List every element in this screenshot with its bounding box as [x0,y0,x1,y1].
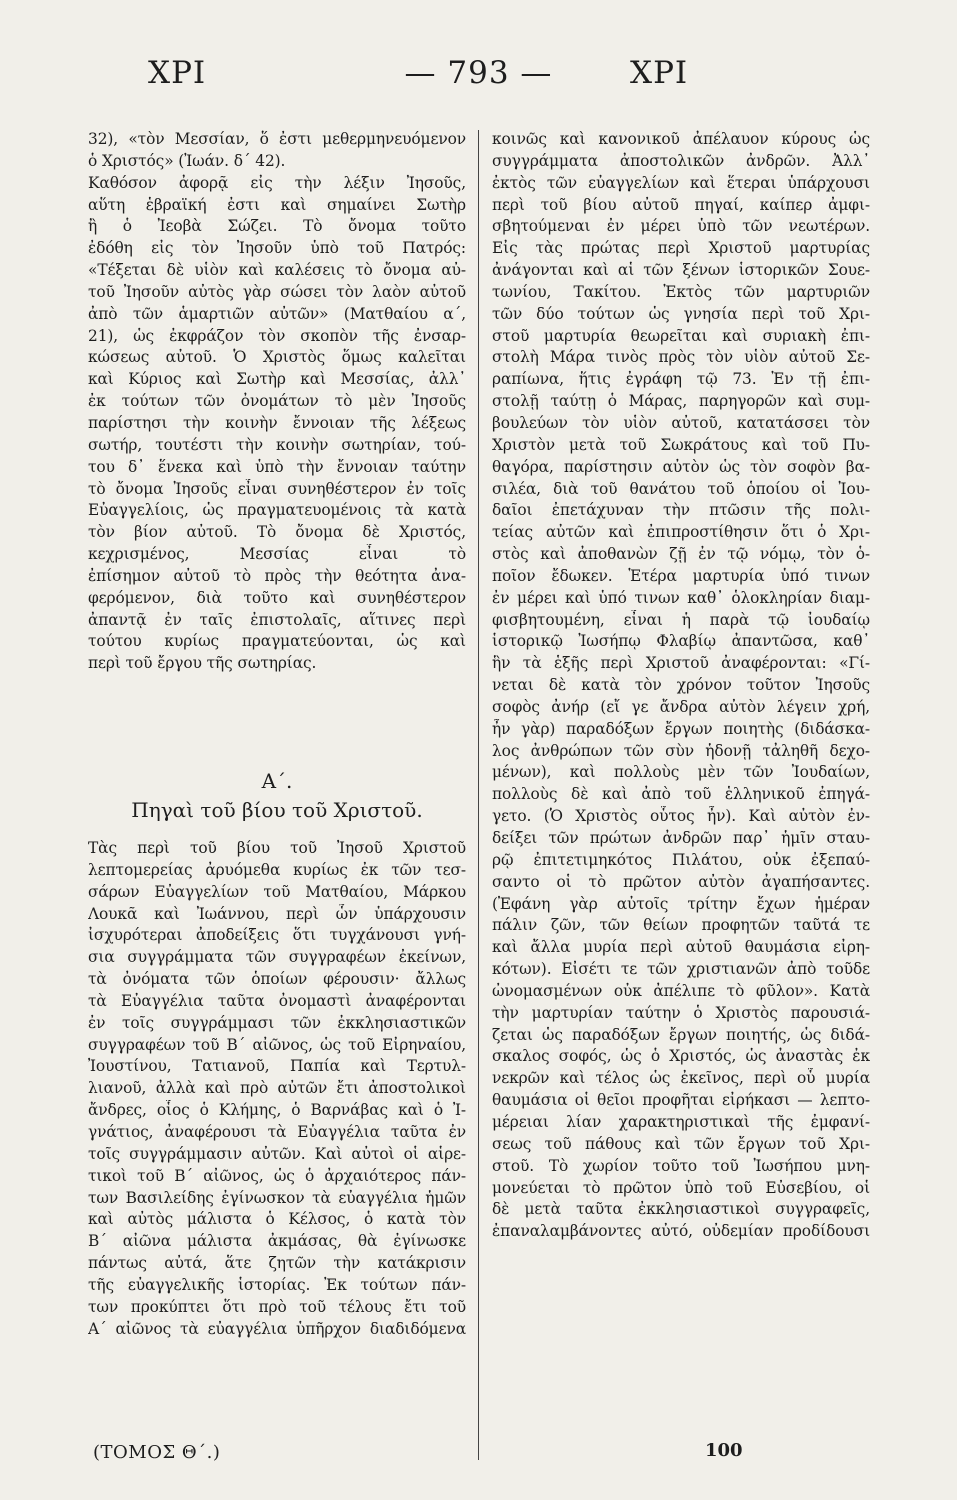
text-line: φισβητουμένη, εἶναι ἡ παρὰ τῷ ἰουδαίῳ [492,610,870,629]
text-line: κοινῶς καὶ κανονικοῦ ἀπέλαυον κύρους ὡς [492,130,870,148]
text-line: στοῦ. Τὸ χωρίον τοῦτο τοῦ Ἰωσήπου μνη- [492,1156,870,1175]
text-line: ἐκ τούτων τῶν ὀνομάτων τὸ μὲν Ἰησοῦς [88,392,466,411]
text-line: Τὰς περὶ τοῦ βίου τοῦ Ἰησοῦ Χριστοῦ [88,839,466,857]
text-line: ἐν μέρει καὶ ὑπό τινων καθ᾽ ὁλοκληρίαν διαμ- [492,588,870,607]
text-line: πολλοὺς δὲ καὶ ἀπὸ τοῦ ἑλληνικοῦ ἐπηγά- [492,785,870,804]
text-line: μονεύεται τὸ πρῶτον ὑπὸ τοῦ Εὐσεβίου, οἱ [492,1178,870,1197]
text-line: ἄνδρες, οἷος ὁ Κλήμης, ὁ Βαρνάβας καὶ ὁ Ἰ- [88,1101,466,1120]
text-line: των προκύπτει ὅτι πρὸ τοῦ τέλους ἔτι τοῦ [88,1297,466,1316]
text-line: ἐκτὸς τῶν εὐαγγελίων καὶ ἕτεραι ὑπάρχουσι [492,173,870,192]
text-line: ἀνάγονται καὶ αἱ τῶν ξένων ἱστορικῶν Σουε- [492,261,870,280]
text-line: τὰ ὀνόματα τῶν ὁποίων φέρουσιν· ἄλλως [88,970,466,989]
text-line: λεπτομερείας ἀρυόμεθα κυρίως ἐκ τῶν τεσ- [88,860,466,879]
right-column [492,129,870,1243]
text-line: παρίστησι τὴν κοινὴν ἔννοιαν τῆς λέξεως [88,413,466,432]
text-line: τῶν δύο τούτων ὡς γνησία περὶ τοῦ Χρι- [492,304,870,323]
text-line: καὶ αὐτὸς μάλιστα ὁ Κέλσος, ὁ κατὰ τὸν [88,1210,466,1229]
text-line: τωνίου, Τακίτου. Ἐκτὸς τῶν μαρτυριῶν [492,282,870,301]
text-line: «Τέξεται δὲ υἱὸν καὶ καλέσεις τὸ ὄνομα αὐ- [88,261,466,280]
text-line: τούτου κυρίως πραγματεύονται, ὡς καὶ [88,632,466,651]
text-line: των Βασιλείδης ἐγίνωσκον τὰ εὐαγγέλια ἡμῶν [88,1188,466,1207]
text-line: Χριστὸν μετὰ τοῦ Σωκράτους καὶ τοῦ Πυ- [492,435,870,454]
text-line: συγγραφέων τοῦ Β΄ αἰῶνος, ὡς τοῦ Εἰρηναίου, [88,1035,466,1054]
text-line: Β΄ αἰῶνα μάλιστα ἀκμάσας, θὰ ἐγίνωσκε [88,1232,466,1251]
column-divider [478,130,479,1460]
text-line: μέρειαι λίαν χαρακτηριστικαὶ τῆς ἐμφανί- [492,1112,870,1131]
text-line: περὶ τοῦ ἔργου τῆς σωτηρίας. [88,654,317,673]
text-line: θαγόρα, παρίστησιν αὐτὸν ὡς τὸν σοφὸν βα- [492,457,870,476]
text-line: Εἰς τὰς πρώτας περὶ Χριστοῦ μαρτυρίας [492,239,870,258]
text-line: σβητούμεναι ἐν μέρει ὑπὸ τῶν νεωτέρων. [492,217,870,236]
text-line: νεκρῶν καὶ τέλος ὡς ἐκεῖνος, περὶ οὗ μυρία [492,1069,870,1088]
text-line: γνάτιος, ἀναφέρουσι τὰ Εὐαγγέλια ταῦτα ἐν [88,1122,466,1141]
signature-mark: 100 [705,1440,743,1461]
text-line: ἣν τὰ ἑξῆς περὶ Χριστοῦ ἀναφέρονται: «Γί- [492,654,870,673]
text-line: πάλιν ζῶν, τῶν θείων προφητῶν ταῦτά τε [492,916,870,935]
text-line: συγγράμματα ἀποστολικῶν ἀνδρῶν. Ἀλλ᾽ [492,151,870,170]
text-line: ἀπαντᾷ ἐν ταῖς ἐπιστολαῖς, αἵτινες περὶ [88,610,466,629]
text-line: ζεται ὡς παραδόξων ἔργων ποιητής, ὡς διδά- [492,1025,870,1044]
left-column-bottom [88,838,466,1340]
text-line: σοφὸς ἀνήρ (εἴ γε ἄνδρα αὐτὸν λέγειν χρή, [492,697,870,716]
running-head-left: ΧΡΙ [148,55,207,91]
text-line: ἐδόθη εἰς τὸν Ἰησοῦν ὑπὸ τοῦ Πατρός: [88,239,466,258]
text-line: τικοὶ τοῦ Β΄ αἰῶνος, ὡς ὁ ἀρχαιότερος πάν- [88,1166,466,1185]
text-line: νεται δὲ κατὰ τὸν χρόνον τοῦτον Ἰησοῦς [492,676,870,695]
text-line: τῆς εὐαγγελικῆς ἱστορίας. Ἐκ τούτων πάν- [88,1275,466,1294]
text-line: δείξει τῶν πρώτων ἀνδρῶν παρ᾽ ἡμῖν σταυ- [492,829,870,847]
section-number: Α΄. [261,769,293,793]
text-line: ἱστορικῷ Ἰωσήπῳ Φλαβίῳ ἀπαντῶσα, καθ᾽ [492,632,870,651]
text-line: σωτήρ, τουτέστι τὴν κοινὴν σωτηρίαν, τού- [88,435,466,454]
volume-mark: (ΤΟΜΟΣ Θ΄.) [93,1442,221,1463]
text-line: στολῇ ταύτῃ ὁ Μάρας, παρηγορῶν καὶ συμ- [492,392,870,411]
text-line: τὸ ὄνομα Ἰησοῦς εἶναι συνηθέστερον ἐν τοῖς [88,479,466,498]
text-line: περὶ τοῦ βίου αὐτοῦ πηγαί, καίπερ ἀμφι- [492,195,870,214]
text-line: καὶ ἄλλα μυρία περὶ αὐτοῦ θαυμάσια εἰρη- [492,938,870,957]
text-line: καὶ Κύριος καὶ Σωτὴρ καὶ Μεσσίας, ἀλλ᾽ [88,370,466,389]
text-line: (Ἐφάνη γὰρ αὐτοῖς τρίτην ἔχων ἡμέραν [492,894,870,913]
text-line: κεχρισμένος, Μεσσίας εἶναι τὸ [88,545,466,564]
text-line: ὠνομασμένων οὐκ ἀπέλιπε τὸ φῦλον». Κατὰ [492,981,870,1000]
text-line: ἦν γὰρ) παραδόξων ἔργων ποιητὴς (διδάσκα- [492,719,870,738]
text-line: δαῖοι ἐπετάχυναν τὴν πτῶσιν τῆς πολι- [492,501,870,520]
text-line: ρῷ ἐπιτετιμηκότος Πιλάτου, οὐκ ἐξεπαύ- [492,850,870,869]
text-line: τοῦ Ἰησοῦν αὐτὸς γὰρ σώσει τὸν λαὸν αὐτοῦ [88,282,466,301]
text-line: ἀπὸ τῶν ἁμαρτιῶν αὐτῶν» (Ματθαίου α΄, [88,304,466,323]
text-line: ὁ Χριστός» (Ἰωάν. δ΄ 42). [88,151,286,170]
text-line: Ἰουστίνου, Τατιανοῦ, Παπία καὶ Τερτυλ- [88,1057,466,1076]
text-line: Α΄ αἰῶνος τὰ εὐαγγέλια ὑπῆρχον διαδιδόμενα [88,1319,466,1338]
running-head-right: ΧΡΙ [630,55,689,91]
text-line: στὸς καὶ ἀποθανὼν ζῇ ἐν τῷ νόμῳ, τὸν ὁ- [492,545,870,564]
text-line: πάντως αὐτά, ἅτε ζητῶν τὴν κατάκρισιν [88,1254,466,1273]
text-line: τὰ Εὐαγγέλια ταῦτα ὀνομαστὶ ἀναφέρονται [88,991,466,1010]
text-line: τείας αὐτῶν καὶ ἐπιπροστίθησιν ὅτι ὁ Χρι- [492,523,870,542]
text-line: ραπίωνα, ἥτις ἐγράφη τῷ 73. Ἐν τῇ ἐπι- [492,370,870,389]
text-line: γετο. (Ὁ Χριστὸς οὗτος ἦν). Καὶ αὐτὸν ἐν- [492,807,870,826]
text-line: ἐπαναλαμβάνοντες αὐτό, οὐδεμίαν προδίδουσι [492,1222,870,1241]
text-line: τὸν βίον αὐτοῦ. Τὸ ὄνομα δὲ Χριστός, [88,523,466,542]
text-line: αὕτη ἑβραϊκή ἐστι καὶ σημαίνει Σωτὴρ [88,195,466,214]
text-line: τοῖς συγγράμμασιν αὐτῶν. Καὶ αὐτοὶ οἱ αἱρε- [88,1144,466,1163]
text-line: σάρων Εὐαγγελίων τοῦ Ματθαίου, Μάρκου [88,882,466,901]
text-line: στοῦ μαρτυρία θεωρεῖται καὶ συριακὴ ἐπι- [492,326,870,345]
text-line: ἐπίσημον αὐτοῦ τὸ πρὸς τὴν θεότητα ἀνα- [88,566,466,585]
section-title: Πηγαὶ τοῦ βίου τοῦ Χριστοῦ. [131,798,423,822]
text-line: του δ᾽ ἕνεκα καὶ ὑπὸ τὴν ἔννοιαν ταύτην [88,457,466,476]
page-number: — 793 — [404,55,553,91]
text-line: 21), ὡς ἐκφράζον τὸν σκοπὸν τῆς ἐνσαρ- [88,326,466,345]
text-line: 32), «τὸν Μεσσίαν, ὅ ἐστι μεθερμηνευόμενον [88,130,466,148]
text-line: Εὐαγγελίοις, ὡς πραγματευομένοις τὰ κατὰ [88,501,466,520]
text-line: ποῖον ἔδωκεν. Ἑτέρα μαρτυρία ὑπό τινων [492,566,870,585]
text-line: φερόμενον, διὰ τοῦτο καὶ συνηθέστερον [88,588,466,607]
text-line: μένων), καὶ πολλοὺς μὲν τῶν Ἰουδαίων, [492,763,870,782]
text-line: σια συγγράμματα τῶν συγγραφέων ἐκείνων, [88,948,466,967]
text-line: λος ἀνθρώπων τῶν σὺν ἡδονῇ τἀληθῆ δεχο- [492,741,870,760]
text-line: σιλέα, διὰ τοῦ θανάτου τοῦ ὁποίου οἱ Ἰου- [492,479,870,498]
text-line: δὲ μετὰ ταῦτα ἐκκλησιαστικοὶ συγγραφεῖς, [492,1200,870,1219]
text-line: κότων). Εἰσέτι τε τῶν χριστιανῶν ἀπὸ τοῦδε [492,960,870,979]
text-line: ἰσχυρότεραι ἀποδείξεις ὅτι τυγχάνουσι γνή- [88,926,466,945]
text-line: Λουκᾶ καὶ Ἰωάννου, περὶ ὧν ὑπάρχουσιν [88,904,466,923]
text-line: σκαλος σοφός, ὡς ὁ Χριστός, ὡς ἀναστὰς ἐκ [492,1047,870,1066]
text-line: σαντο οἱ τὸ πρῶτον αὐτὸν ἀγαπήσαντες. [492,872,870,891]
text-line: ἢ ὁ Ἰεοβὰ Σώζει. Τὸ ὄνομα τοῦτο [88,217,466,236]
text-line: τὴν μαρτυρίαν ταύτην ὁ Χριστὸς παρουσιά- [492,1003,870,1022]
text-line: σεως τοῦ πάθους καὶ τῶν ἔργων τοῦ Χρι- [492,1134,870,1153]
text-line: κώσεως αὐτοῦ. Ὁ Χριστὸς ὅμως καλεῖται [88,348,466,367]
text-line: βουλεύων τὸν υἱὸν αὐτοῦ, κατατάσσει τὸν [492,413,870,432]
text-line: στολὴ Μάρα τινὸς πρὸς τὸν υἱὸν αὐτοῦ Σε- [492,348,870,367]
text-line: θαυμάσια οἱ θεῖοι προφῆται εἰρήκασι — λεπτο- [492,1091,870,1110]
left-column-top [88,129,466,675]
text-line: Καθόσον ἀφορᾷ εἰς τὴν λέξιν Ἰησοῦς, [88,173,466,192]
text-line: ἐν τοῖς συγγράμμασι τῶν ἐκκλησιαστικῶν [88,1013,466,1032]
text-line: λιανοῦ, ἀλλὰ καὶ πρὸ αὐτῶν ἔτι ἀποστολικοὶ [88,1079,466,1098]
